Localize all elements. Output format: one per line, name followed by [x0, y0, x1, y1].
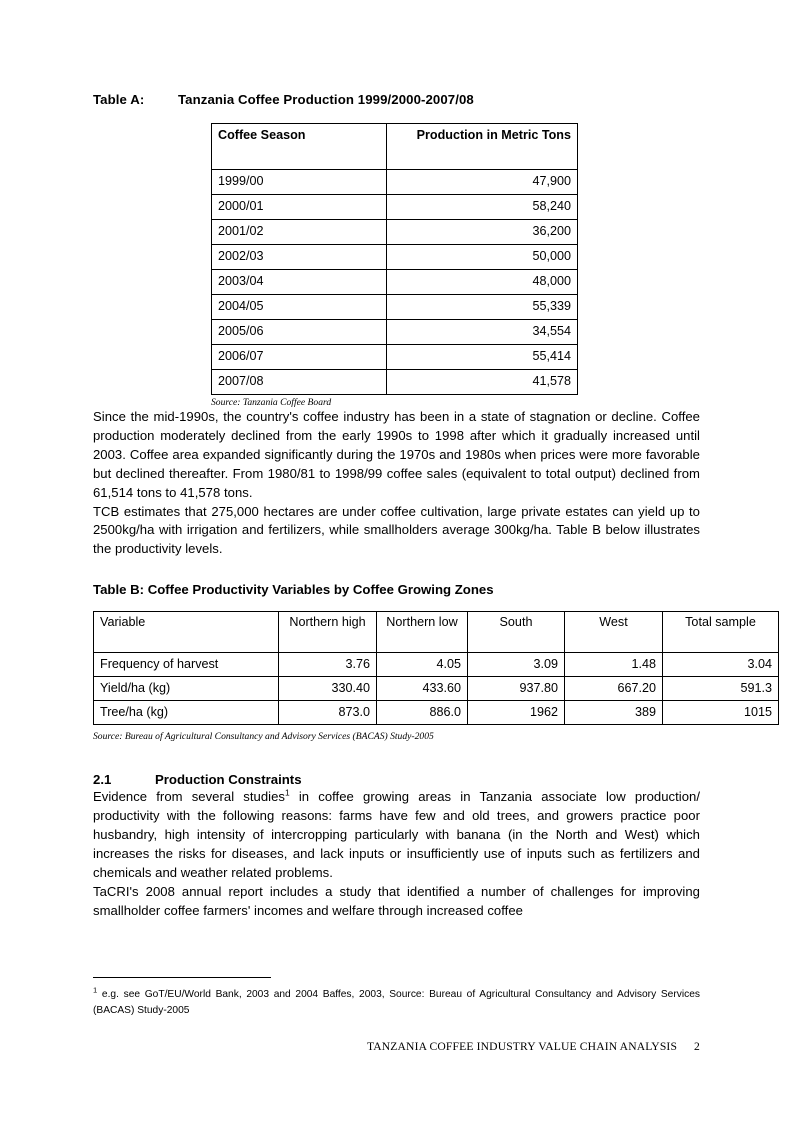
table-row [212, 370, 578, 395]
table-b-cell-south: 937.80 [468, 677, 565, 701]
paragraph-coffee-decline: Since the mid-1990s, the country's coffee industry has been in a state of stagnation or decline. Coffee production moderately declined from the early 1990s to 1998 after which it gradually increased until 2003. Coffee area expanded significantly during the 1970s and 1980s when prices were more favorable but declined thereafter. From 1980/81 to 1998/99 coffee sales (equivalent to total output) declined from 61,514 tons to 41,578 tons. [93, 409, 700, 500]
table-b-header-northern-low: Northern low [377, 612, 468, 653]
table-a-cell-season: 2004/05 [212, 295, 387, 320]
table-a-cell-season: 2003/04 [212, 270, 387, 295]
table-b-cell-northern-high: 3.76 [279, 653, 377, 677]
table-b-cell-west: 389 [565, 701, 663, 725]
table-a-header-season: Coffee Season [212, 124, 387, 170]
table-a-cell-production: 34,554 [387, 320, 578, 345]
footer-page-number: 2 [694, 1040, 700, 1053]
table-b-cell-variable: Tree/ha (kg) [94, 701, 279, 725]
table-b-cell-west: 667.20 [565, 677, 663, 701]
table-b-cell-northern-low: 433.60 [377, 677, 468, 701]
table-row [212, 220, 578, 245]
table-b-cell-south: 3.09 [468, 653, 565, 677]
table-row [212, 245, 578, 270]
table-a-cell-season: 2001/02 [212, 220, 387, 245]
table-b-cell-northern-low: 4.05 [377, 653, 468, 677]
table-a-cell-production: 58,240 [387, 195, 578, 220]
footnote-body: e.g. see GoT/EU/World Bank, 2003 and 2004 Baffes, 2003, Source: Bureau of Agricultural Consultancy and Advisory Services (BACAS) Study-2005 [93, 989, 700, 1016]
section-heading [93, 772, 700, 787]
table-row [94, 677, 779, 701]
table-a-wrapper [211, 123, 578, 395]
section-title: Production Constraints [155, 772, 302, 788]
paragraph-text-part-1: Evidence from several studies [93, 789, 285, 805]
footnote-text [93, 987, 700, 1019]
table-b-cell-total-sample: 3.04 [663, 653, 779, 677]
table-a-caption-label: Table A: [93, 92, 145, 107]
section-number: 2.1 [93, 772, 112, 788]
table-row [212, 195, 578, 220]
table-a-cell-season: 2007/08 [212, 370, 387, 395]
footnote-marker: 1 [93, 985, 98, 995]
table-b-cell-northern-low: 886.0 [377, 701, 468, 725]
table-a-cell-production: 48,000 [387, 270, 578, 295]
footnote-area [93, 977, 700, 1019]
paragraph-production-constraints [93, 788, 700, 883]
table-a-source-note: Source: Tanzania Coffee Board [211, 397, 332, 408]
table-b-cell-variable: Yield/ha (kg) [94, 677, 279, 701]
table-a-caption-title: Tanzania Coffee Production 1999/2000-2007/08 [178, 92, 474, 107]
table-a-cell-production: 36,200 [387, 220, 578, 245]
table-a-cell-production: 55,414 [387, 345, 578, 370]
footer-document-title: TANZANIA COFFEE INDUSTRY VALUE CHAIN ANALYSIS [366, 1040, 678, 1053]
table-b-cell-total-sample: 591.3 [663, 677, 779, 701]
footnote-reference-mark[interactable]: 1 [284, 787, 290, 798]
table-b [93, 611, 779, 725]
table-a-cell-production: 55,339 [387, 295, 578, 320]
table-b-cell-northern-high: 330.40 [279, 677, 377, 701]
table-b-header-west: West [565, 612, 663, 653]
table-row [212, 170, 578, 195]
table-a [211, 123, 578, 395]
table-row [212, 270, 578, 295]
table-b-cell-south: 1962 [468, 701, 565, 725]
table-row [212, 345, 578, 370]
table-b-caption: Table B: Coffee Productivity Variables by Coffee Growing Zones [93, 582, 494, 598]
table-a-cell-production: 50,000 [387, 245, 578, 270]
table-a-cell-season: 2006/07 [212, 345, 387, 370]
table-b-header-northern-high: Northern high [279, 612, 377, 653]
table-b-header-south: South [468, 612, 565, 653]
table-b-cell-northern-high: 873.0 [279, 701, 377, 725]
paragraph-text-part-2: in coffee growing areas in Tanzania associate low production/ productivity with the following reasons: farms have few and old trees, and growers practice poor husbandry, high intensity of intercropping particularly with banana (in the North and West) which increases the risks for diseases, and lack inputs or insufficiently use of inputs such as fertilizers and chemicals and weather related problems. [93, 789, 700, 880]
table-b-cell-west: 1.48 [565, 653, 663, 677]
table-row [212, 320, 578, 345]
table-a-cell-season: 2005/06 [212, 320, 387, 345]
table-row [94, 701, 779, 725]
table-a-cell-production: 47,900 [387, 170, 578, 195]
table-b-header-variable: Variable [94, 612, 279, 653]
table-b-header-row [94, 612, 779, 653]
table-b-cell-variable: Frequency of harvest [94, 653, 279, 677]
page-footer [93, 1040, 700, 1053]
table-a-cell-season: 2002/03 [212, 245, 387, 270]
paragraph-tacri-report: TaCRI's 2008 annual report includes a study that identified a number of challenges for improving smallholder coffee farmers' incomes and welfare through increased coffee [93, 883, 700, 918]
table-row [94, 653, 779, 677]
footnote-separator-rule [93, 977, 271, 978]
table-a-cell-season: 1999/00 [212, 170, 387, 195]
table-b-cell-total-sample: 1015 [663, 701, 779, 725]
table-a-caption [93, 92, 700, 107]
table-a-header-production: Production in Metric Tons [387, 124, 578, 170]
paragraph-tcb-estimates: TCB estimates that 275,000 hectares are under coffee cultivation, large private estates can yield up to 2500kg/ha with irrigation and fertilizers, while smallholders average 300kg/ha. Table B below illustrates the productivity levels. [93, 503, 700, 557]
table-a-cell-production: 41,578 [387, 370, 578, 395]
table-row [212, 295, 578, 320]
table-b-header-total-sample: Total sample [663, 612, 779, 653]
table-a-header-row [212, 124, 578, 170]
table-a-cell-season: 2000/01 [212, 195, 387, 220]
table-b-source-note: Source: Bureau of Agricultural Consultancy and Advisory Services (BACAS) Study-2005 [93, 731, 434, 743]
